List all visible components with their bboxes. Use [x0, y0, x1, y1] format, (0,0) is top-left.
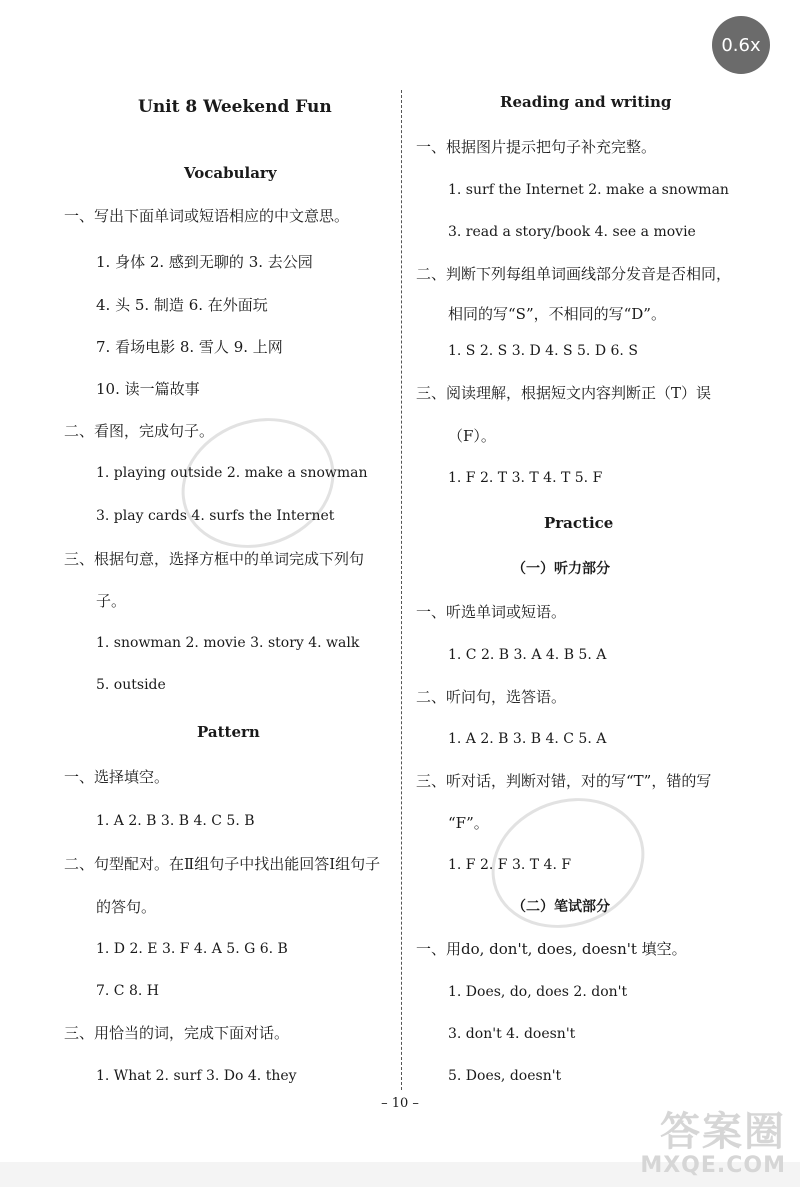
vocab-answer-1-line3: 7. 看场电影 8. 雪人 9. 上网	[96, 338, 283, 356]
listening-question-3-line2: “F”。	[448, 814, 489, 832]
pattern-question-1: 一、选择填空。	[64, 768, 170, 786]
pattern-answer-2-line1: 1. D 2. E 3. F 4. A 5. G 6. B	[96, 941, 288, 957]
vocab-question-2: 二、看图，完成句子。	[64, 422, 215, 440]
vocab-answer-2-line1: 1. playing outside 2. make a snowman	[96, 465, 368, 481]
listening-answer-2: 1. A 2. B 3. B 4. C 5. A	[448, 731, 607, 747]
playback-speed-badge[interactable]: 0.6x	[712, 16, 770, 74]
section-heading-reading-writing: Reading and writing	[500, 93, 672, 111]
section-heading-vocabulary: Vocabulary	[184, 164, 277, 182]
written-answer-1-line1: 1. Does, do, does 2. don't	[448, 984, 628, 1000]
reading-question-1: 一、根据图片提示把句子补充完整。	[416, 138, 657, 156]
vocab-question-3-line2: 子。	[96, 592, 127, 610]
section-heading-practice: Practice	[544, 514, 614, 532]
vocab-answer-1-line2: 4. 头 5. 制造 6. 在外面玩	[96, 296, 268, 314]
vocab-answer-1-line4: 10. 读一篇故事	[96, 380, 200, 398]
column-divider	[401, 90, 402, 1090]
reading-answer-2: 1. S 2. S 3. D 4. S 5. D 6. S	[448, 343, 638, 359]
vocab-question-3-line1: 三、根据句意，选择方框中的单词完成下列句	[64, 550, 365, 568]
page-number: – 10 –	[381, 1096, 419, 1111]
listening-answer-1: 1. C 2. B 3. A 4. B 5. A	[448, 647, 607, 663]
written-answer-1-line2: 3. don't 4. doesn't	[448, 1026, 576, 1042]
pattern-answer-3: 1. What 2. surf 3. Do 4. they	[96, 1068, 297, 1084]
listening-question-3-line1: 三、听对话，判断对错，对的写“T”，错的写	[416, 772, 712, 790]
watermark-en-text: MXQE.COM	[640, 1153, 786, 1178]
reading-answer-1-line2: 3. read a story/book 4. see a movie	[448, 224, 696, 240]
reading-answer-3: 1. F 2. T 3. T 4. T 5. F	[448, 470, 603, 486]
reading-question-3-line2: （F）。	[448, 427, 496, 445]
subsection-heading-listening: （一）听力部分	[512, 561, 610, 577]
listening-question-1: 一、听选单词或短语。	[416, 603, 567, 621]
watermark-cn-text: 答案圈	[660, 1109, 786, 1155]
pattern-question-2-line1: 二、句型配对。在Ⅱ组句子中找出能回答Ⅰ组句子	[64, 855, 381, 873]
vocab-answer-2-line2: 3. play cards 4. surfs the Internet	[96, 508, 335, 524]
site-watermark	[640, 1100, 786, 1178]
pattern-answer-2-line2: 7. C 8. H	[96, 983, 159, 999]
listening-answer-3: 1. F 2. F 3. T 4. F	[448, 857, 572, 873]
subsection-heading-written: （二）笔试部分	[512, 899, 610, 915]
vocab-answer-3-line1: 1. snowman 2. movie 3. story 4. walk	[96, 635, 360, 651]
reading-question-2-line2: 相同的写“S”，不相同的写“D”。	[448, 305, 666, 323]
section-heading-pattern: Pattern	[197, 723, 260, 741]
reading-question-3-line1: 三、阅读理解，根据短文内容判断正（T）误	[416, 384, 712, 402]
vocab-answer-3-line2: 5. outside	[96, 677, 166, 693]
pattern-answer-1: 1. A 2. B 3. B 4. C 5. B	[96, 813, 255, 829]
reading-answer-1-line1: 1. surf the Internet 2. make a snowman	[448, 182, 729, 198]
vocab-question-1: 一、写出下面单词或短语相应的中文意思。	[64, 207, 350, 225]
written-answer-1-line3: 5. Does, doesn't	[448, 1068, 562, 1084]
written-question-1: 一、用do, don't, does, doesn't 填空。	[416, 940, 687, 958]
reading-question-2-line1: 二、判断下列每组单词画线部分发音是否相同，	[416, 265, 732, 283]
unit-title: Unit 8 Weekend Fun	[138, 97, 332, 117]
pattern-question-2-line2: 的答句。	[96, 898, 157, 916]
listening-question-2: 二、听问句，选答语。	[416, 688, 567, 706]
vocab-answer-1-line1: 1. 身体 2. 感到无聊的 3. 去公园	[96, 253, 313, 271]
pattern-question-3: 三、用恰当的词，完成下面对话。	[64, 1024, 290, 1042]
